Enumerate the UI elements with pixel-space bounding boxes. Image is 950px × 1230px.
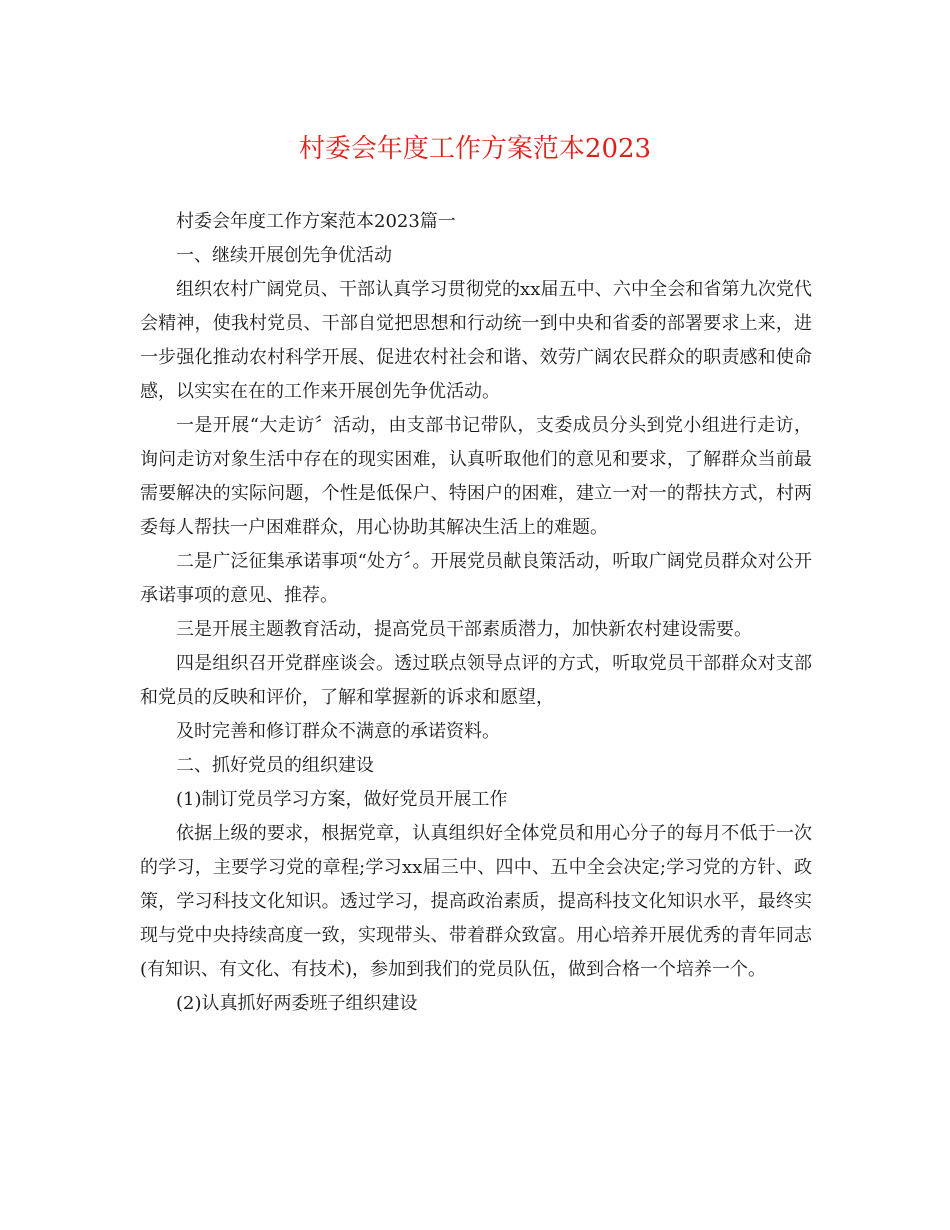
paragraph: 及时完善和修订群众不满意的承诺资料。 — [176, 721, 500, 742]
section-heading-one: 一、继续开展创先争优活动 — [176, 245, 392, 266]
subsection-heading: (1)制订党员学习方案，做好党员开展工作 — [176, 789, 508, 810]
section-heading-two: 二、抓好党员的组织建设 — [176, 755, 374, 776]
paragraph: 二是广泛征集承诺事项“处方〞。开展党员献良策活动，听取广阔党员群众对公开承诺事项的意见、推荐。 — [140, 551, 812, 606]
paragraph: 一是开展“大走访〞活动，由支部书记带队，支委成员分头到党小组进行走访，询问走访对象生活中存在的现实困难，认真听取他们的意见和要求，了解群众当前最需要解决的实际问题，个性是低保户、特困户的困难，建立一对一的帮扶方式，村两委每人帮扶一户困难群众，用心协助其解决生活上的难题。 — [140, 415, 812, 538]
subsection-heading: (2)认真抓好两委班子组织建设 — [176, 993, 418, 1014]
paragraph: 组织农村广阔党员、干部认真学习贯彻党的xx届五中、六中全会和省第九次党代会精神，使我村党员、干部自觉把思想和行动统一到中央和省委的部署要求上来，进一步强化推动农村科学开展、促进农村社会和谐、效劳广阔农民群众的职责感和使命感，以实实在在的工作来开展创先争优活动。 — [140, 279, 812, 402]
paragraph: 依据上级的要求，根据党章，认真组织好全体党员和用心分子的每月不低于一次的学习，主要学习党的章程;学习xx届三中、四中、五中全会决定;学习党的方针、政策，学习科技文化知识。透过学习，提高政治素质，提高科技文化知识水平，最终实现与党中央持续高度一致，实现带头、带着群众致富。用心培养开展优秀的青年同志(有知识、有文化、有技术)，参加到我们的党员队伍，做到合格一个培养一个。 — [140, 823, 812, 980]
section-heading-intro: 村委会年度工作方案范本2023篇一 — [176, 211, 456, 232]
paragraph: 四是组织召开党群座谈会。透过联点领导点评的方式，听取党员干部群众对支部和党员的反映和评价，了解和掌握新的诉求和愿望， — [140, 653, 812, 708]
paragraph: 三是开展主题教育活动，提高党员干部素质潜力，加快新农村建设需要。 — [176, 619, 752, 640]
document-body — [140, 205, 812, 1021]
document-title: 村委会年度工作方案范本2023 — [298, 134, 652, 164]
